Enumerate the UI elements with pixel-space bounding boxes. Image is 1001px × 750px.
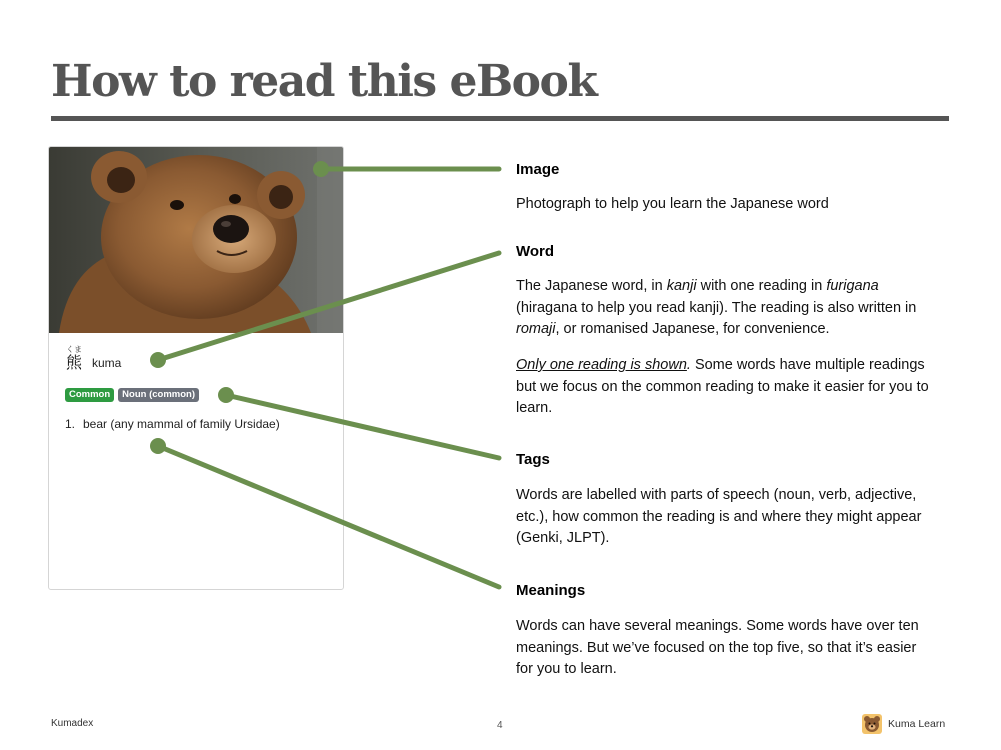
tag-common: Common [65, 388, 114, 402]
bear-logo-icon [862, 714, 882, 734]
section-meanings-text: Words can have several meanings. Some words have over ten meanings. But we’ve focused on the top five, so that it’s easier for you to learn. [516, 618, 919, 677]
kanji: 熊 [65, 353, 82, 372]
connector-image-dot [313, 161, 329, 177]
furigana: くま [66, 345, 82, 354]
footer-source: Kumadex [51, 718, 94, 729]
section-tags-text: Words are labelled with parts of speech (noun, verb, adjective, etc.), how common the reading is and where they might appear (Genki, JLPT). [516, 487, 922, 546]
romaji: kuma [92, 356, 122, 370]
connector-meanings-dot [150, 438, 166, 454]
footer-brand [862, 714, 945, 734]
connector-word [158, 253, 499, 360]
connector-tags-dot [218, 387, 234, 403]
page-number: 4 [497, 720, 503, 731]
section-meanings-heading: Meanings [516, 582, 586, 599]
meaning-number: 1. [65, 417, 76, 431]
section-image-text: Photograph to help you learn the Japanese word [516, 196, 829, 212]
meaning-text: bear (any mammal of family Ursidae) [83, 417, 280, 431]
connector-meanings [158, 446, 499, 587]
connector-word-dot [150, 352, 166, 368]
brand-name: Kuma Learn [888, 718, 946, 730]
section-word-text: The Japanese word, in kanji with one reading in furigana (hiragana to help you read kanji). The reading is also written in romaji, or romanised Japanese, for convenience. [516, 278, 917, 337]
tag-part-of-speech: Noun (common) [118, 388, 199, 402]
connector-tags [226, 395, 499, 458]
section-word-note: Only one reading is shown. Some words have multiple readings but we focus on the common reading to make it easier for you to learn. [516, 357, 929, 416]
section-word-heading: Word [516, 243, 555, 260]
page-title: How to read this eBook [51, 56, 597, 107]
section-tags-heading: Tags [516, 451, 550, 468]
section-image-heading: Image [516, 161, 560, 178]
